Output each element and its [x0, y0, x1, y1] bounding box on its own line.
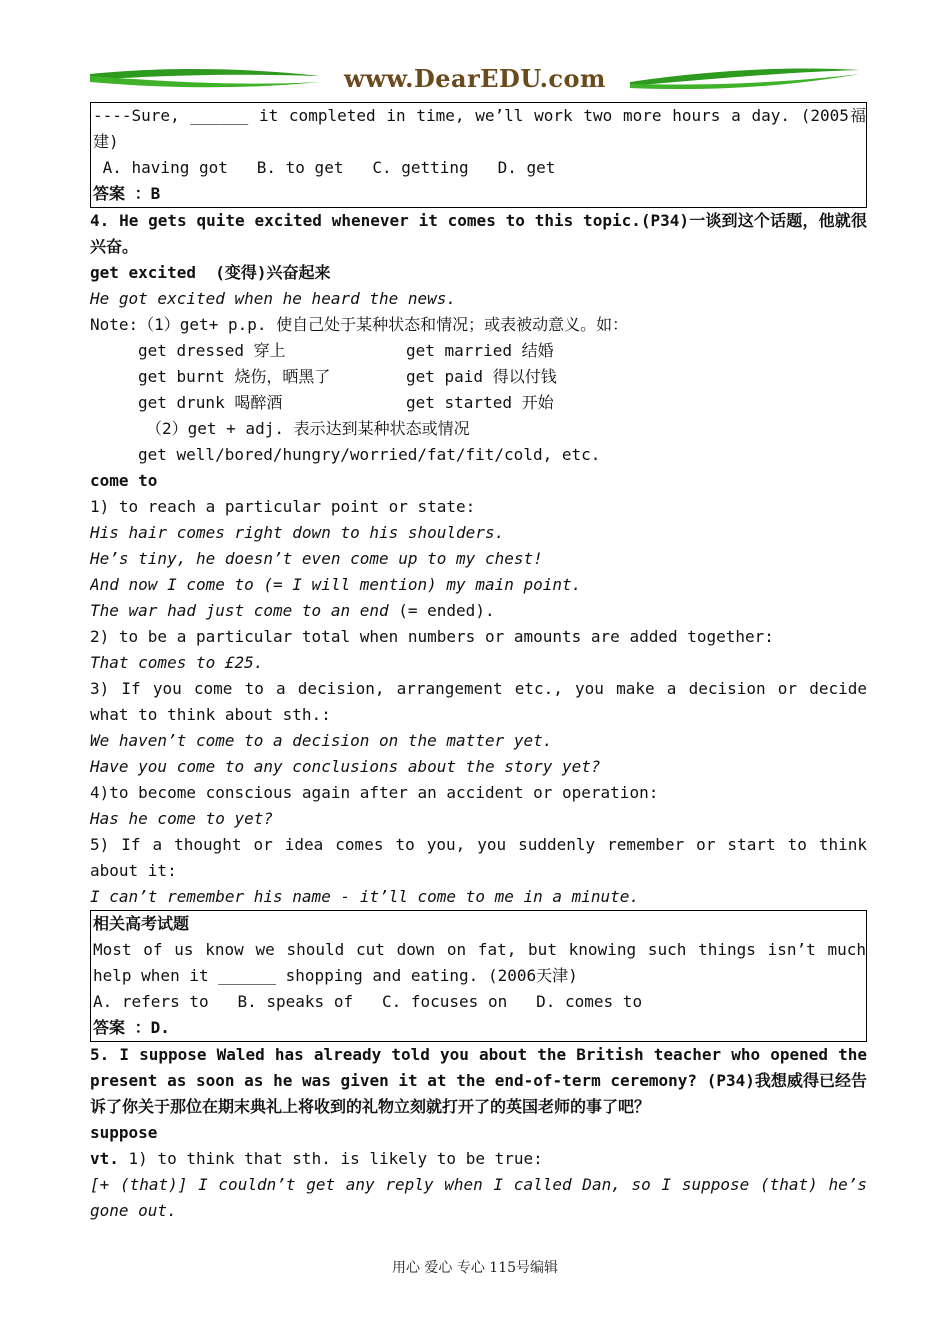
example-sentence: He got excited when he heard the news.: [90, 289, 457, 308]
note-2-line: （2）get + adj. 表示达到某种状态或情况: [146, 419, 470, 438]
phrase-pair-row: [90, 338, 867, 364]
phrase-right: get married 结婚: [406, 341, 554, 360]
example-sentence: [90, 598, 867, 624]
site-logo-text: www.DearEDU.com: [344, 64, 606, 93]
example-sentence: Has he come to yet?: [90, 809, 274, 828]
phrase-right: get started 开始: [406, 393, 554, 412]
phrase-left: get drunk 喝醉酒: [138, 393, 283, 412]
example-sentence: And now I come to (= I will mention) my main point.: [90, 575, 582, 594]
phrase-left: get dressed 穿上: [138, 341, 286, 360]
phrase-left: get burnt 烧伤，晒黑了: [138, 367, 331, 386]
example-sentence: [+ (that)] I couldn’t get any reply when I called Dan, so I suppose (that) he’s gone out.: [90, 1175, 867, 1220]
exam-question-box-2: [90, 910, 867, 1042]
question-options: A. having got B. to get C. getting D. get: [93, 158, 556, 177]
term-suppose: suppose: [90, 1123, 158, 1142]
note-2-example: get well/bored/hungry/worried/fat/fit/cold, etc.: [138, 445, 601, 464]
definition-2: 2) to be a particular total when numbers or amounts are added together:: [90, 627, 774, 646]
definition-1: [90, 1146, 867, 1172]
site-banner: [90, 60, 860, 100]
term-come-to: come to: [90, 471, 158, 490]
phrase-pair-row: [90, 364, 867, 390]
term-get-excited: get excited (变得)兴奋起来: [90, 263, 331, 282]
example-sentence: Have you come to any conclusions about the story yet?: [90, 757, 601, 776]
question-answer: 答案 ：B: [93, 184, 161, 203]
exam-question-box-1: [90, 102, 867, 208]
part-of-speech: vt.: [90, 1149, 119, 1168]
question-answer: 答案 ：D.: [93, 1018, 170, 1037]
question-options: A. refers to B. speaks of C. focuses on D. comes to: [93, 992, 643, 1011]
definition-3: 3) If you come to a decision, arrangement etc., you make a decision or decide what to think about sth.:: [90, 679, 867, 724]
note-line: Note:（1）get+ p.p. 使自己处于某种状态和情况；或表被动意义。如：: [90, 315, 629, 334]
phrase-pair-row: [90, 390, 867, 416]
example-sentence: That comes to £25.: [90, 653, 264, 672]
section-4-heading: 4. He gets quite excited whenever it comes to this topic.(P34)一谈到这个话题，他就很兴奋。: [90, 211, 867, 256]
phrase-right: get paid 得以付钱: [406, 367, 557, 386]
question-text: ----Sure, ______ it completed in time, we’ll work two more hours a day. (2005福建): [93, 106, 866, 151]
definition-5: 5) If a thought or idea comes to you, you suddenly remember or start to think about it:: [90, 835, 867, 880]
example-sentence: He’s tiny, he doesn’t even come up to my chest!: [90, 549, 543, 568]
definition-4: 4)to become conscious again after an accident or operation:: [90, 783, 659, 802]
example-sentence: We haven’t come to a decision on the matter yet.: [90, 731, 553, 750]
example-gloss: (= ended).: [398, 601, 495, 620]
page-footer: 用心 爱心 专心 115号编辑: [391, 1260, 559, 1276]
example-sentence: I can’t remember his name - it’ll come to me in a minute.: [90, 887, 640, 906]
section-5-heading: 5. I suppose Waled has already told you about the British teacher who opened the present as soon as he was given it at the end-of-term ceremony? (P34)我想威得已经告诉了你关于那位在期末典礼上将收到的礼物立刻就打开了的英国老师的事了吧？: [90, 1045, 867, 1116]
definition-text: 1) to think that sth. is likely to be true:: [118, 1149, 543, 1168]
definition-1: 1) to reach a particular point or state:: [90, 497, 476, 516]
example-sentence: His hair comes right down to his shoulders.: [90, 523, 505, 542]
box-title: 相关高考试题: [93, 914, 190, 933]
question-text: Most of us know we should cut down on fat, but knowing such things isn’t much help when it ______ shopping and eating. (2006天津): [93, 940, 866, 985]
document-body: [90, 102, 867, 1224]
example-italic-part: The war had just come to an end: [90, 601, 399, 620]
